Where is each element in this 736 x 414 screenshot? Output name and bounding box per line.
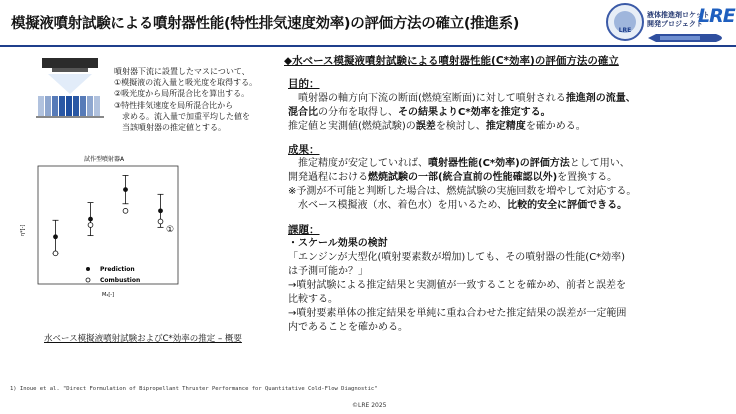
text-run: を検討し、 xyxy=(435,121,486,132)
text-run: 燃焼試験の一部(統合直前の性能確認以外) xyxy=(368,172,558,183)
sensor-line: ③特性排気速度を局所混合比から xyxy=(114,100,234,110)
purpose-body xyxy=(288,92,636,134)
results-body xyxy=(288,157,636,213)
y-axis-label: η*[-] xyxy=(20,224,26,236)
text-run: 混合比 xyxy=(288,107,318,118)
prediction-point xyxy=(53,234,58,239)
legend-marker-prediction xyxy=(86,267,90,271)
text-run: →噴射要素単体の推定結果を単純に重ね合わせた推定結果の誤差が一定範囲 xyxy=(288,308,627,319)
text-run: 「エンジンが大型化(噴射要素数が増加)しても、その噴射器の性能(C*効率) xyxy=(288,252,626,263)
legend-marker-combustion xyxy=(86,278,90,282)
title-underline xyxy=(0,45,736,47)
mass-sensor-diagram xyxy=(34,56,106,122)
text-line xyxy=(288,251,626,265)
text-line xyxy=(288,321,626,335)
text-run: →噴射試験による推定結果と実測値が一致することを確かめ、前者と誤差を xyxy=(288,280,626,291)
sensor-line: 当該噴射器の推定値とする。 xyxy=(114,123,226,133)
text-line xyxy=(288,92,636,106)
issues-title: 課題： xyxy=(288,224,320,236)
text-run: は予測可能か？」 xyxy=(288,266,368,277)
text-line xyxy=(288,171,636,185)
text-run: 比較的安全に評価できる。 xyxy=(507,200,628,211)
text-run: 開発過程における xyxy=(288,172,368,183)
combustion-point xyxy=(53,251,58,256)
text-run: 内であることを確かめる。 xyxy=(288,322,408,333)
reference-footnote: 1) Inoue et al. "Direct Formulation of Bipropellant Thruster Performance for Quantitative Cold-Flow Diagnostic" xyxy=(10,386,378,392)
text-run: 噴射器の軸方向下流の断面(燃焼室断面)に対して噴射される xyxy=(288,93,566,104)
text-run: の分布を取得し、 xyxy=(318,107,398,118)
project-name-line1: 液体推進剤ロケット xyxy=(647,11,710,19)
text-run: 推定精度 xyxy=(485,121,526,132)
prediction-point xyxy=(158,208,163,213)
project-name-line2: 開発プロジェクト xyxy=(647,20,703,28)
legend-label-combustion: Combustion xyxy=(100,277,141,284)
text-run: 比較する。 xyxy=(288,294,338,305)
sensor-line: 求める。流入量で加重平均した値を xyxy=(114,111,250,121)
lre-brand-logo: LRE xyxy=(698,5,735,27)
text-line xyxy=(288,106,636,120)
text-line xyxy=(288,237,626,251)
text-line xyxy=(288,157,636,171)
sensor-line: ②吸光度から局所混合比を算出する。 xyxy=(114,89,250,99)
combustion-point xyxy=(88,223,93,228)
combustion-point xyxy=(158,219,163,224)
chart-title: 試作型噴射器A xyxy=(84,156,125,163)
text-run: 推進剤の流量、 xyxy=(565,93,636,104)
text-line xyxy=(288,199,636,213)
purpose-title: 目的： xyxy=(288,78,320,90)
x-axis-label: M₂[-] xyxy=(102,292,115,298)
text-run: ※予測が不可能と判断した場合は、燃焼試験の実施回数を増やして対応する。 xyxy=(288,186,637,197)
text-line xyxy=(288,185,636,199)
copyright: ©LRE 2025 xyxy=(352,402,387,409)
chart-legend xyxy=(86,266,140,284)
page-title: 模擬液噴射試験による噴射器性能(特性排気速度効率)の評価方法の確立(推進系) xyxy=(11,16,520,32)
issues-body xyxy=(288,237,626,335)
prediction-point xyxy=(123,187,128,192)
prediction-point xyxy=(88,217,93,222)
emblem-icon xyxy=(606,3,644,41)
results-title: 成果： xyxy=(288,144,320,156)
project-logo xyxy=(606,3,735,43)
text-line xyxy=(288,279,626,293)
text-line xyxy=(288,265,626,279)
text-run: を確かめる。 xyxy=(525,121,586,132)
text-run: 推定値と実測値(燃焼試験)の xyxy=(288,121,416,132)
figure-caption: 水ベース模擬液噴射試験およびC*効率の推定 – 概要 xyxy=(44,334,242,344)
text-run: 誤差 xyxy=(415,121,436,132)
text-run: 噴射器性能(C*効率)の評価方法 xyxy=(428,158,570,169)
text-line xyxy=(288,307,626,321)
text-run: 推定精度が安定していれば、 xyxy=(288,158,428,169)
legend-label-prediction: Prediction xyxy=(100,266,135,273)
sensor-line: 噴射器下流に設置したマスについて、 xyxy=(114,67,250,76)
text-line xyxy=(288,293,626,307)
text-run: 水ベース模擬液（水、着色水）を用いるため、 xyxy=(288,200,508,211)
text-run: ・スケール効果の検討 xyxy=(288,238,388,249)
emblem-text: LRE xyxy=(618,27,632,34)
efficiency-chart xyxy=(4,148,276,328)
chart-annotation: ① xyxy=(166,225,175,235)
section-heading: ◆水ベース模擬液噴射試験による噴射器性能(C*効率)の評価方法の確立 xyxy=(284,55,619,67)
text-run: として用い、 xyxy=(569,158,630,169)
rocket-icon xyxy=(646,32,730,44)
text-run: を置換する。 xyxy=(557,172,618,183)
sensor-description xyxy=(114,66,284,133)
sensor-line: ①模擬液の流入量と吸光度を取得する。 xyxy=(114,78,258,88)
combustion-point xyxy=(123,208,128,213)
text-run: その結果よりC*効率を推定する。 xyxy=(398,107,551,118)
text-line xyxy=(288,120,636,134)
